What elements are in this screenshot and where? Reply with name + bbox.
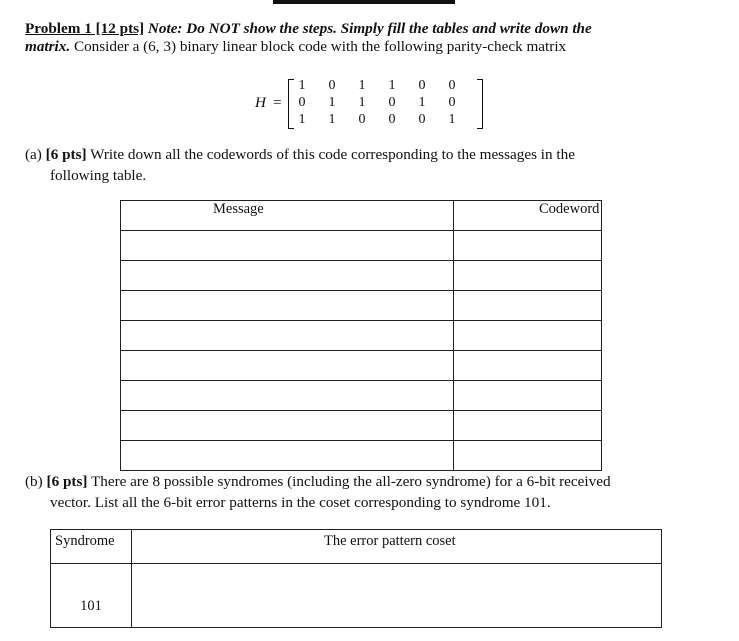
message-cell[interactable] [121, 381, 454, 411]
codeword-table [120, 200, 602, 471]
part-b-line-2 [50, 494, 551, 512]
syndrome-table [50, 529, 662, 628]
part-a-points: [6 pts] [45, 146, 87, 163]
part-a-text: Write down all the codewords of this code corresponding to the messages in the [90, 146, 575, 163]
table-header-row [51, 530, 662, 564]
codeword-cell[interactable] [454, 231, 602, 261]
matrix-cell: 0 [448, 78, 456, 93]
matrix-cell: 0 [388, 95, 396, 110]
part-a-line-2 [50, 167, 146, 185]
problem-intro: Consider a (6, 3) binary linear block code with the following parity-check matrix [73, 38, 567, 55]
message-cell[interactable] [121, 411, 454, 441]
part-a-line-1 [25, 146, 575, 164]
codeword-cell[interactable] [454, 351, 602, 381]
message-header: Message [121, 201, 454, 231]
part-b-text: There are 8 possible syndromes (including the all-zero syndrome) for a 6-bit received [90, 473, 611, 490]
table-row [121, 291, 602, 321]
message-cell[interactable] [121, 351, 454, 381]
matrix-cell: 1 [358, 78, 366, 93]
top-rule [273, 0, 455, 4]
problem-intro-line [25, 38, 566, 56]
matrix-cell: 0 [418, 112, 426, 127]
matrix-cell: 1 [358, 95, 366, 110]
message-cell[interactable] [121, 321, 454, 351]
codeword-cell[interactable] [454, 381, 602, 411]
matrix-cell: 1 [418, 95, 426, 110]
matrix-label: H [255, 94, 266, 111]
codeword-cell[interactable] [454, 291, 602, 321]
part-b-line-1 [25, 473, 611, 491]
table-row [121, 231, 602, 261]
matrix-cell: 0 [298, 95, 306, 110]
table-header-row [121, 201, 602, 231]
codeword-header: Codeword [454, 201, 602, 231]
message-cell[interactable] [121, 291, 454, 321]
message-cell[interactable] [121, 441, 454, 471]
right-bracket [477, 79, 483, 129]
table-row [121, 441, 602, 471]
table-row [121, 411, 602, 441]
syndrome-value: 101 [51, 564, 132, 628]
matrix-cell: 0 [328, 78, 336, 93]
codeword-cell[interactable] [454, 261, 602, 291]
message-cell[interactable] [121, 231, 454, 261]
table-row [121, 321, 602, 351]
matrix-cell: 1 [328, 95, 336, 110]
coset-cell[interactable] [132, 564, 662, 628]
syndrome-header: Syndrome [51, 530, 132, 564]
part-b-label: (b) [25, 473, 43, 490]
codeword-cell[interactable] [454, 441, 602, 471]
part-a-text-cont: following table. [50, 167, 147, 184]
message-cell[interactable] [121, 261, 454, 291]
matrix-cell: 0 [358, 112, 366, 127]
codeword-cell[interactable] [454, 411, 602, 441]
table-row [121, 381, 602, 411]
part-a-label: (a) [25, 146, 42, 163]
table-row [51, 564, 662, 628]
part-b-points: [6 pts] [46, 473, 88, 490]
problem-note: Note: Do NOT show the steps. Simply fill the tables and write down the [147, 20, 592, 37]
matrix-cell: 1 [298, 112, 306, 127]
problem-note-cont: matrix. [25, 38, 71, 55]
matrix-cell: 1 [298, 78, 306, 93]
matrix-cell: 0 [418, 78, 426, 93]
part-b-text-cont: vector. List all the 6-bit error patterns in the coset corresponding to syndrome 101. [50, 494, 551, 511]
problem-label: Problem 1 [12 pts] [25, 20, 145, 37]
codeword-cell[interactable] [454, 321, 602, 351]
table-row [121, 351, 602, 381]
left-bracket [288, 79, 294, 129]
table-row [121, 261, 602, 291]
problem-header [25, 20, 592, 38]
matrix-cell: 1 [328, 112, 336, 127]
matrix-cell: 1 [448, 112, 456, 127]
matrix-cell: 0 [448, 95, 456, 110]
matrix-cell: 0 [388, 112, 396, 127]
matrix-cell: 1 [388, 78, 396, 93]
matrix-equals: = [273, 94, 282, 111]
coset-header: The error pattern coset [132, 530, 662, 564]
